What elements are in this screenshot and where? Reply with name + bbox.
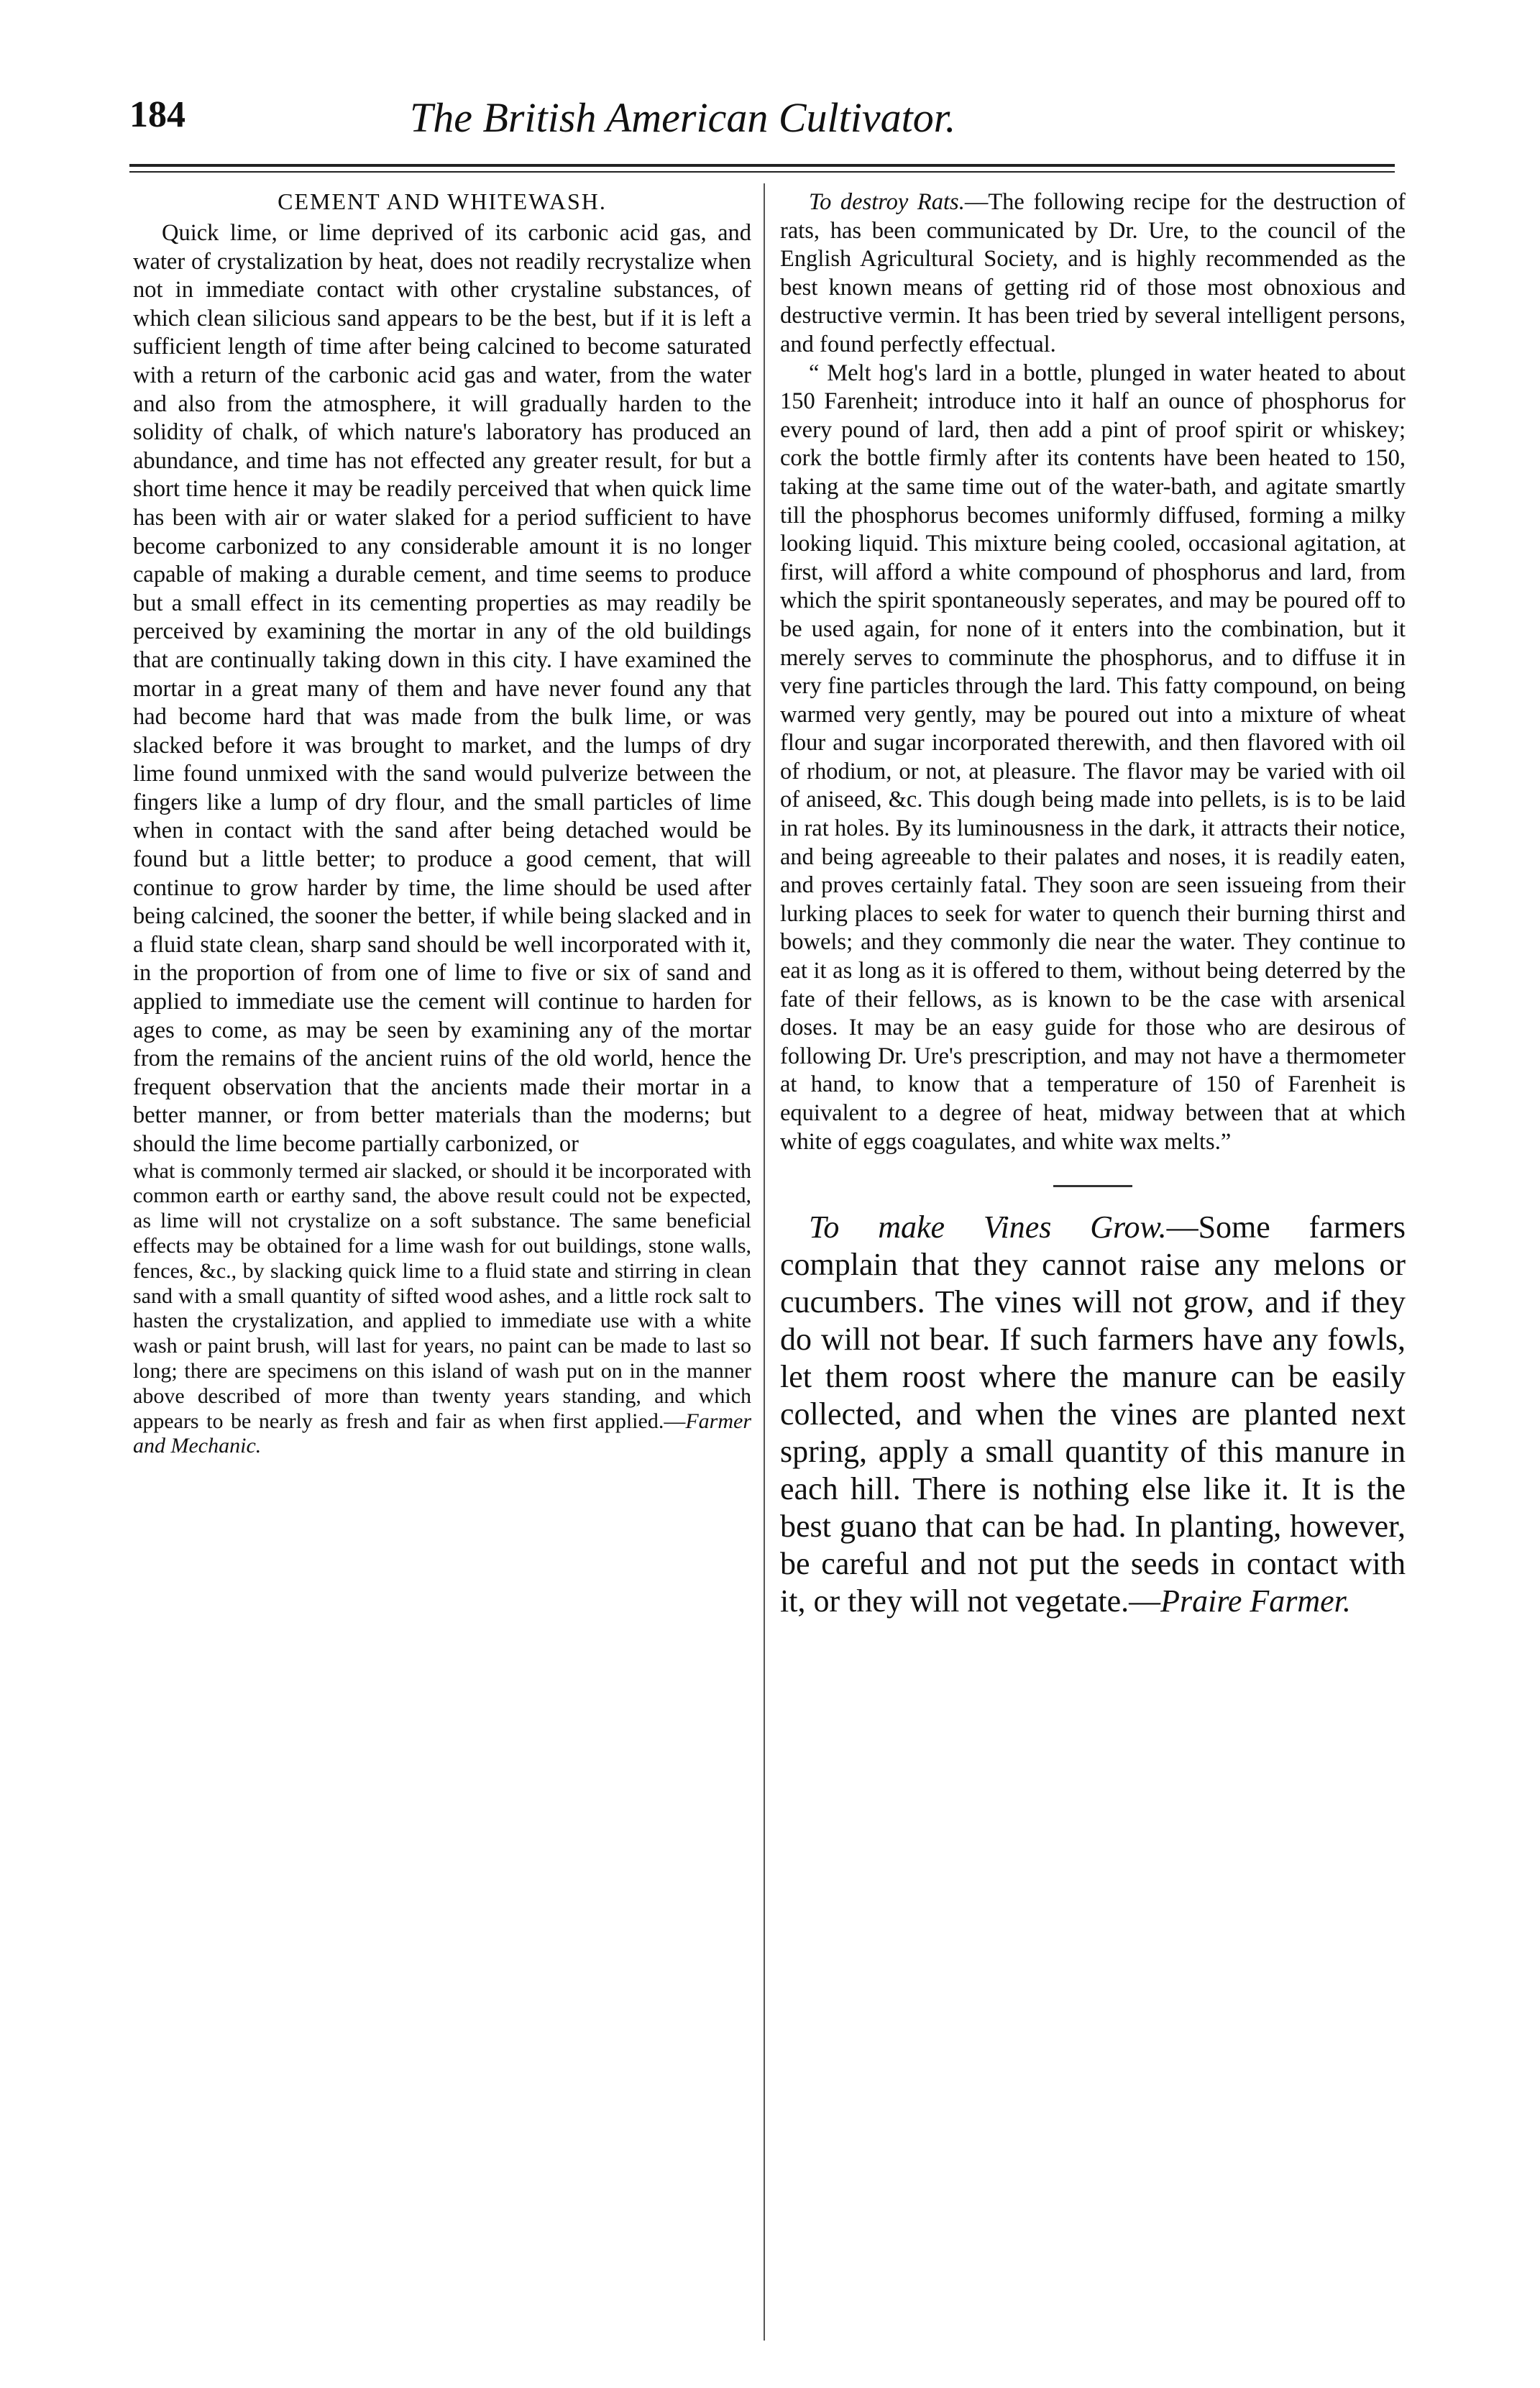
header-rule [129, 164, 1395, 167]
article-source-vines: Praire Farmer. [1160, 1583, 1351, 1619]
page-header [129, 93, 1395, 151]
section-divider [1053, 1185, 1132, 1187]
article-body-cement-continued [133, 1159, 751, 1460]
article-intro-rats: —The following recipe for the destruction of rats, has been communicated by Dr. Ure, to the council of the English Agricultural Society, and is highly recommended as the best known means of getting rid of those most obnoxious and destructive vermin. It has been tried by several intelligent persons, and found perfectly effectual. [780, 189, 1406, 357]
article-body-cement: Quick lime, or lime deprived of its carbonic acid gas, and water of crystalization by heat, does not readily recrystalize when not in immediate contact with other crystaline substances, of which clean silicious sand appears to be the best, but if it is left a sufficient length of time after being calcined to become saturated with a return of the carbonic acid gas and water, from the water and also from the atmosphere, it will gradually harden to the solidity of chalk, of which nature's laboratory has produced an abundance, and time has not effected any greater result, for but a short time hence it may be readily perceived that when quick lime has been with air or water slaked for a period sufficient to have become carbonized to any considerable amount it is no longer capable of making a durable cement, and time seems to produce but a small effect in its cementing properties as may readily be perceived by examining the mortar in any of the old buildings that are continually taking down in this city. I have examined the mortar in a great many of them and have never found any that had become hard that was made from the bulk lime, or was slacked before it was brought to market, and the lumps of dry lime found unmixed with the sand would pulverize between the fingers like a lump of dry flour, and the small particles of lime when in contact with the sand after being detached would be found but a little better; to produce a good cement, that will continue to grow harder by time, the lime should be used after being calcined, the sooner the better, if while being slacked and in a fluid state clean, sharp sand should be well incorporated with it, in the proportion of from one of lime to five or six of sand and applied to immediate use the cement will continue to harden for ages to come, as may be seen by examining any of the mortar from the remains of the ancient ruins of the old world, hence the frequent observation that the ancients made their mortar in a better manner, or from better materials than the moderns; but should the lime become partially carbonized, or [133, 220, 751, 1157]
article-title-rats: To destroy Rats. [809, 189, 965, 215]
article-source-cement: Farmer and Mechanic. [133, 1409, 751, 1458]
right-column [780, 188, 1406, 1620]
article-quote-rats: “ Melt hog's lard in a bottle, plunged in water heated to about 150 Farenheit; introduce into it half an ounce of phosphorus for every pound of lard, then add a pint of proof spirit or whiskey; cork the bottle firmly after its contents have been heated to 150, taking at the same time out of the water-bath, and agitate smartly till the phosphorus becomes uniformly diffused, forming a milky looking liquid. This mixture being cooled, occasional agitation, at first, will afford a white compound of phosphorus and lard, from which the spirit spontaneously seperates, and may be poured off to be used again, for none of it enters into the combination, but it merely serves to comminute the phosphorus, and to diffuse it in very fine particles through the lard. This fatty compound, on being warmed very gently, may be poured out into a mixture of wheat flour and sugar incorporated therewith, and then flavored with oil of rhodium, or not, at pleasure. The flavor may be varied with oil of aniseed, &c. This dough being made into pellets, is is to be laid in rat holes. By its luminousness in the dark, it attracts their notice, and being agreeable to their palates and noses, it is readily eaten, and proves certainly fatal. They soon are seen issueing from their lurking places to seek for water to quench their burning thirst and bowels; and they commonly die near the water. They continue to eat it as long as it is offered to them, without being deterred by the fate of their fellows, as is known to be the case with arsenical doses. It may be an easy guide for those who are desirous of following Dr. Ure's prescription, and may not have a thermometer at hand, to know that a temperature of 150 of Farenheit is equivalent to a degree of heat, midway between that at which white of eggs coagulates, and white wax melts.” [780, 360, 1406, 1155]
page-number: 184 [129, 94, 185, 135]
article-text-vines: —Some farmers complain that they cannot raise any melons or cucumbers. The vines will not grow, and if they do will not bear. If such farmers have any fowls, let them roost where the manure can be easily collected, and when the vines are planted next spring, apply a small quantity of this manure in each hill. There is nothing else like it. It is the best guano that can be had. In planting, however, be careful and not put the seeds in contact with it, or they will not vegetate.— [780, 1209, 1406, 1619]
running-title: The British American Cultivator. [410, 94, 956, 141]
article-title-cement: CEMENT AND WHITEWASH. [278, 188, 607, 214]
article-body-rats-intro [780, 188, 1406, 360]
column-divider [764, 183, 765, 2341]
article-body-cement-small: what is commonly termed air slacked, or should it be incorporated with common earth or earthy sand, the above result could not be expected, as lime will not crystalize on a soft substance. The same beneficial effects may be obtained for a lime wash for out buildings, stone walls, fences, &c., by slacking quick lime to a fluid state and stirring in clean sand with a small quantity of sifted wood ashes, and a little rock salt to hasten the crystalization, and applied to immediate use with a white wash or paint brush, will last for years, no paint can be made to last so long; there are specimens on this island of wash put on in the manner above described of more than twenty years standing, and which appears to be nearly as fresh and fair as when first applied.— [133, 1158, 751, 1433]
article-title-vines: To make Vines Grow. [809, 1209, 1167, 1245]
header-rule-thin [129, 171, 1395, 173]
left-column [133, 188, 751, 1459]
article-body-vines [780, 1209, 1406, 1620]
